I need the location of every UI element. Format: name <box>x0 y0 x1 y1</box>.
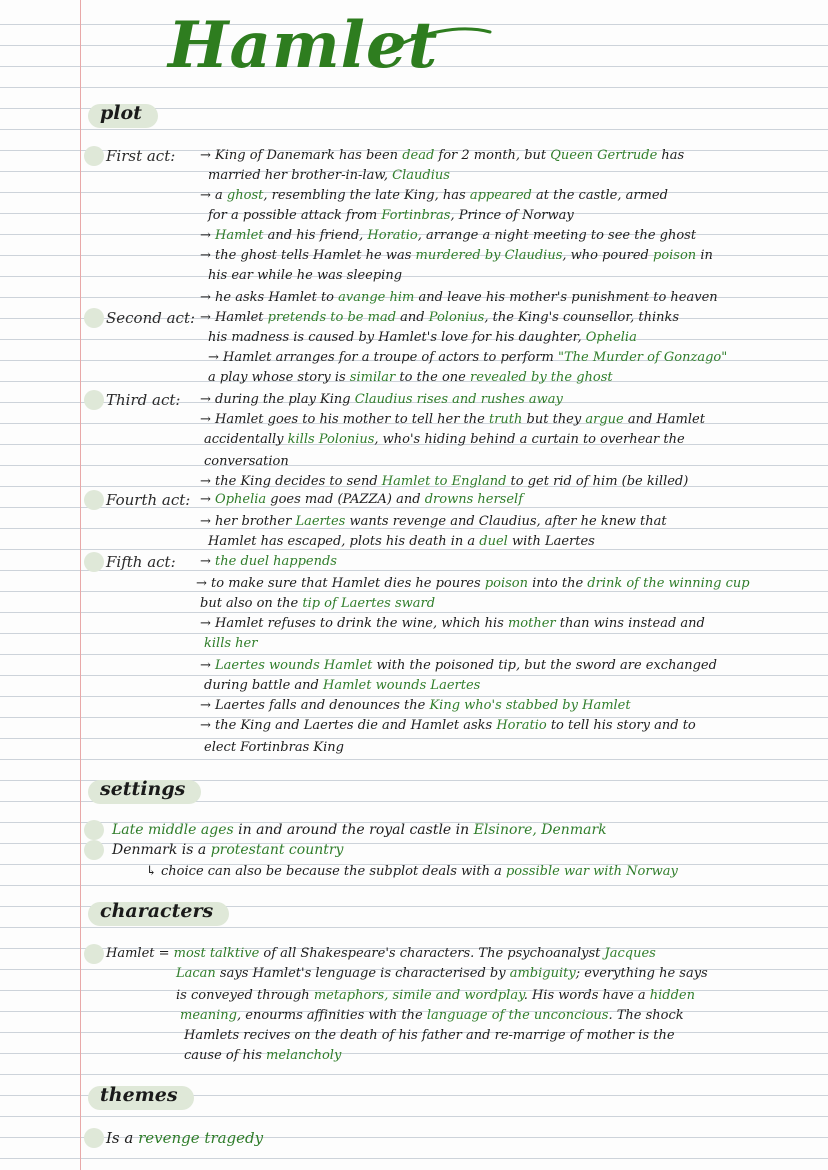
page-title: Hamlet <box>168 8 439 83</box>
fifth-act-line <box>204 738 344 758</box>
text-segment: but also on the <box>200 596 303 611</box>
third-act-line <box>200 390 563 410</box>
highlighted-term: pretends to be mad <box>267 310 397 325</box>
characters-line <box>176 986 695 1006</box>
highlighted-term: meaning <box>180 1008 237 1023</box>
themes-line <box>106 1128 263 1148</box>
text-segment: says Hamlet's lenguage is characterised by <box>215 966 510 981</box>
text-segment: to the one <box>395 370 470 385</box>
text-segment: → Hamlet <box>200 310 268 325</box>
highlighted-term: Hamlet to England <box>381 474 507 489</box>
second-act-line <box>208 328 637 348</box>
text-segment: , enourms affinities with the <box>237 1008 427 1023</box>
text-segment: ; everything he says <box>575 966 708 981</box>
text-segment: has <box>657 148 685 163</box>
highlighted-term: melancholy <box>266 1048 342 1063</box>
text-segment: → during the play King <box>200 392 355 407</box>
highlighted-term: "The Murder of Gonzago" <box>558 350 728 365</box>
bullet-dot <box>84 552 104 572</box>
fifth-act-label: Fifth act: <box>106 553 176 571</box>
fifth-act-line <box>200 716 696 736</box>
text-segment: → the ghost tells Hamlet he was <box>200 248 416 263</box>
text-segment: → a <box>200 188 227 203</box>
highlighted-term: Jacques <box>604 946 656 961</box>
highlighted-term: argue <box>585 412 624 427</box>
heading-themes: themes <box>92 1082 192 1108</box>
highlighted-term: possible war with Norway <box>505 864 678 879</box>
fourth-act-label: Fourth act: <box>106 491 191 509</box>
first-act-label: First act: <box>106 147 176 165</box>
highlighted-term: drowns herself <box>424 492 523 507</box>
text-segment: → <box>200 228 216 243</box>
fifth-act-line <box>200 594 435 614</box>
highlighted-term: Laertes wounds Hamlet <box>215 658 373 673</box>
highlighted-term: kills Polonius <box>287 432 375 447</box>
text-segment: wants revenge and Claudius, after he knew that <box>345 514 667 529</box>
first-act-line <box>200 146 684 166</box>
text-segment: conversation <box>204 454 289 469</box>
second-act-label: Second act: <box>106 309 196 327</box>
second-act-line <box>208 368 613 388</box>
text-segment: and leave his mother's punishment to heaven <box>414 290 718 305</box>
first-act-line <box>208 166 450 186</box>
highlighted-term: Queen Gertrude <box>550 148 658 163</box>
highlighted-term: Elsinore, Denmark <box>473 822 607 838</box>
text-segment: Hamlets recives on the death of his father and re-marrige of mother is the <box>184 1028 675 1043</box>
text-segment: to tell his story and to <box>546 718 696 733</box>
text-segment: during battle and <box>204 678 323 693</box>
text-segment: his madness is caused by Hamlet's love for his daughter, <box>208 330 586 345</box>
text-segment: → Hamlet goes to his mother to tell her the <box>200 412 489 427</box>
fifth-act-line <box>196 574 750 594</box>
highlighted-term: Late middle ages <box>112 822 234 838</box>
text-segment: → <box>200 658 216 673</box>
highlighted-term: duel <box>479 534 508 549</box>
highlighted-term: appeared <box>469 188 532 203</box>
text-segment: → to make sure that Hamlet dies he poures <box>196 576 485 591</box>
bullet-dot <box>84 308 104 328</box>
first-act-line <box>200 288 718 308</box>
text-segment: of all Shakespeare's characters. The psychoanalyst <box>259 946 605 961</box>
settings-line <box>146 862 678 882</box>
highlighted-term: dead <box>402 148 435 163</box>
text-segment: → her brother <box>200 514 296 529</box>
text-segment: → <box>200 492 216 507</box>
text-segment: into the <box>528 576 588 591</box>
text-segment: married her brother-in-law, <box>208 168 393 183</box>
text-segment: ↳ choice can also be because the subplot deals with a <box>146 864 506 879</box>
highlighted-term: protestant country <box>210 842 344 858</box>
bullet-dot <box>84 840 104 860</box>
fifth-act-line <box>200 696 631 716</box>
third-act-line <box>204 452 289 472</box>
heading-characters: characters <box>92 898 227 924</box>
text-segment: goes mad (PAZZA) and <box>266 492 425 507</box>
bullet-dot <box>84 1128 104 1148</box>
bullet-dot <box>84 390 104 410</box>
highlighted-term: the duel happends <box>215 554 337 569</box>
characters-line <box>176 964 708 984</box>
characters-line <box>106 944 656 964</box>
text-segment: , who poured <box>562 248 653 263</box>
text-segment: → Hamlet refuses to drink the wine, which his <box>200 616 508 631</box>
highlighted-term: similar <box>349 370 396 385</box>
highlighted-term: King who's stabbed by Hamlet <box>429 698 631 713</box>
text-segment: for 2 month, but <box>434 148 551 163</box>
fifth-act-line <box>204 634 257 654</box>
highlighted-term: ambiguity <box>509 966 576 981</box>
fourth-act-line <box>200 512 667 532</box>
text-segment: and Hamlet <box>623 412 705 427</box>
text-segment: . The shock <box>608 1008 684 1023</box>
highlighted-term: poison <box>653 248 697 263</box>
characters-line <box>184 1046 341 1066</box>
highlighted-term: revealed by the ghost <box>470 370 613 385</box>
first-act-line <box>208 266 402 286</box>
highlighted-term: metaphors, simile and wordplay <box>313 988 524 1003</box>
text-segment: , the King's counsellor, thinks <box>484 310 680 325</box>
text-segment: , resembling the late King, has <box>263 188 470 203</box>
text-segment: → <box>200 554 216 569</box>
text-segment: to get rid of him (be killed) <box>506 474 689 489</box>
highlighted-term: mother <box>507 616 556 631</box>
text-segment: is conveyed through <box>176 988 314 1003</box>
text-segment: and <box>396 310 429 325</box>
text-segment: at the castle, armed <box>531 188 668 203</box>
text-segment: → the King decides to send <box>200 474 382 489</box>
fifth-act-line <box>200 656 717 676</box>
text-segment: Hamlet = <box>106 946 174 961</box>
third-act-line <box>200 472 688 492</box>
highlighted-term: avange him <box>338 290 415 305</box>
highlighted-term: Fortinbras <box>381 208 451 223</box>
text-segment: , Prince of Norway <box>450 208 574 223</box>
settings-line <box>112 820 607 840</box>
text-segment: , arrange a night meeting to see the ghost <box>417 228 697 243</box>
text-segment: Is a <box>106 1129 139 1147</box>
first-act-line <box>200 226 696 246</box>
highlighted-term: revenge tragedy <box>138 1129 264 1147</box>
text-segment: Denmark is a <box>112 842 211 858</box>
text-segment: → Hamlet arranges for a troupe of actors to perform <box>208 350 559 365</box>
highlighted-term: drink of the winning cup <box>587 576 750 591</box>
title-swoosh-decoration <box>380 22 500 62</box>
fourth-act-line <box>208 532 595 552</box>
fourth-act-line <box>200 490 523 510</box>
highlighted-term: kills her <box>204 636 258 651</box>
text-segment: with the poisoned tip, but the sword are exchanged <box>372 658 717 673</box>
highlighted-term: most talktive <box>173 946 260 961</box>
highlighted-term: Laertes <box>295 514 346 529</box>
highlighted-term: Horatio <box>496 718 547 733</box>
highlighted-term: Horatio <box>367 228 418 243</box>
text-segment: his ear while he was sleeping <box>208 268 403 283</box>
fifth-act-line <box>204 676 480 696</box>
text-segment: → he asks Hamlet to <box>200 290 339 305</box>
highlighted-term: Polonius <box>428 310 485 325</box>
text-segment: than wins instead and <box>555 616 705 631</box>
text-segment: → Laertes falls and denounces the <box>200 698 430 713</box>
text-segment: cause of his <box>184 1048 267 1063</box>
fifth-act-line <box>200 614 705 634</box>
first-act-line <box>200 246 713 266</box>
highlighted-term: hidden <box>649 988 695 1003</box>
text-segment: a play whose story is <box>208 370 350 385</box>
first-act-line <box>200 186 668 206</box>
text-segment: → the King and Laertes die and Hamlet asks <box>200 718 497 733</box>
highlighted-term: Lacan <box>176 966 216 981</box>
bullet-dot <box>84 944 104 964</box>
second-act-line <box>208 348 727 368</box>
highlighted-term: murdered by Claudius <box>415 248 563 263</box>
third-act-line <box>200 410 705 430</box>
heading-settings: settings <box>92 776 199 802</box>
highlighted-term: language of the unconcious <box>426 1008 609 1023</box>
highlighted-term: poison <box>484 576 528 591</box>
text-segment: accidentally <box>204 432 288 447</box>
second-act-line <box>200 308 679 328</box>
characters-line <box>184 1026 675 1046</box>
text-segment: Hamlet has escaped, plots his death in a <box>208 534 480 549</box>
highlighted-term: ghost <box>226 188 264 203</box>
bullet-dot <box>84 490 104 510</box>
text-segment: with Laertes <box>507 534 595 549</box>
characters-line <box>180 1006 684 1026</box>
highlighted-term: tip of Laertes sward <box>302 596 436 611</box>
highlighted-term: truth <box>488 412 523 427</box>
highlighted-term: Claudius rises and rushes away <box>354 392 563 407</box>
text-segment: in <box>696 248 713 263</box>
highlighted-term: Hamlet wounds Laertes <box>322 678 481 693</box>
highlighted-term: Claudius <box>392 168 450 183</box>
third-act-line <box>204 430 685 450</box>
text-segment: in and around the royal castle in <box>233 822 474 838</box>
text-segment: and his friend, <box>263 228 368 243</box>
highlighted-term: Hamlet <box>215 228 264 243</box>
fifth-act-line <box>200 552 337 572</box>
text-segment: . His words have a <box>523 988 650 1003</box>
text-segment: elect Fortinbras King <box>204 740 344 755</box>
bullet-dot <box>84 820 104 840</box>
bullet-dot <box>84 146 104 166</box>
text-segment: , who's hiding behind a curtain to overhear the <box>374 432 685 447</box>
text-segment: but they <box>522 412 586 427</box>
first-act-line <box>208 206 574 226</box>
text-segment: for a possible attack from <box>208 208 382 223</box>
highlighted-term: Ophelia <box>585 330 637 345</box>
settings-line <box>112 840 343 860</box>
highlighted-term: Ophelia <box>215 492 267 507</box>
third-act-label: Third act: <box>106 391 181 409</box>
heading-plot: plot <box>92 100 156 126</box>
text-segment: → King of Danemark has been <box>200 148 403 163</box>
